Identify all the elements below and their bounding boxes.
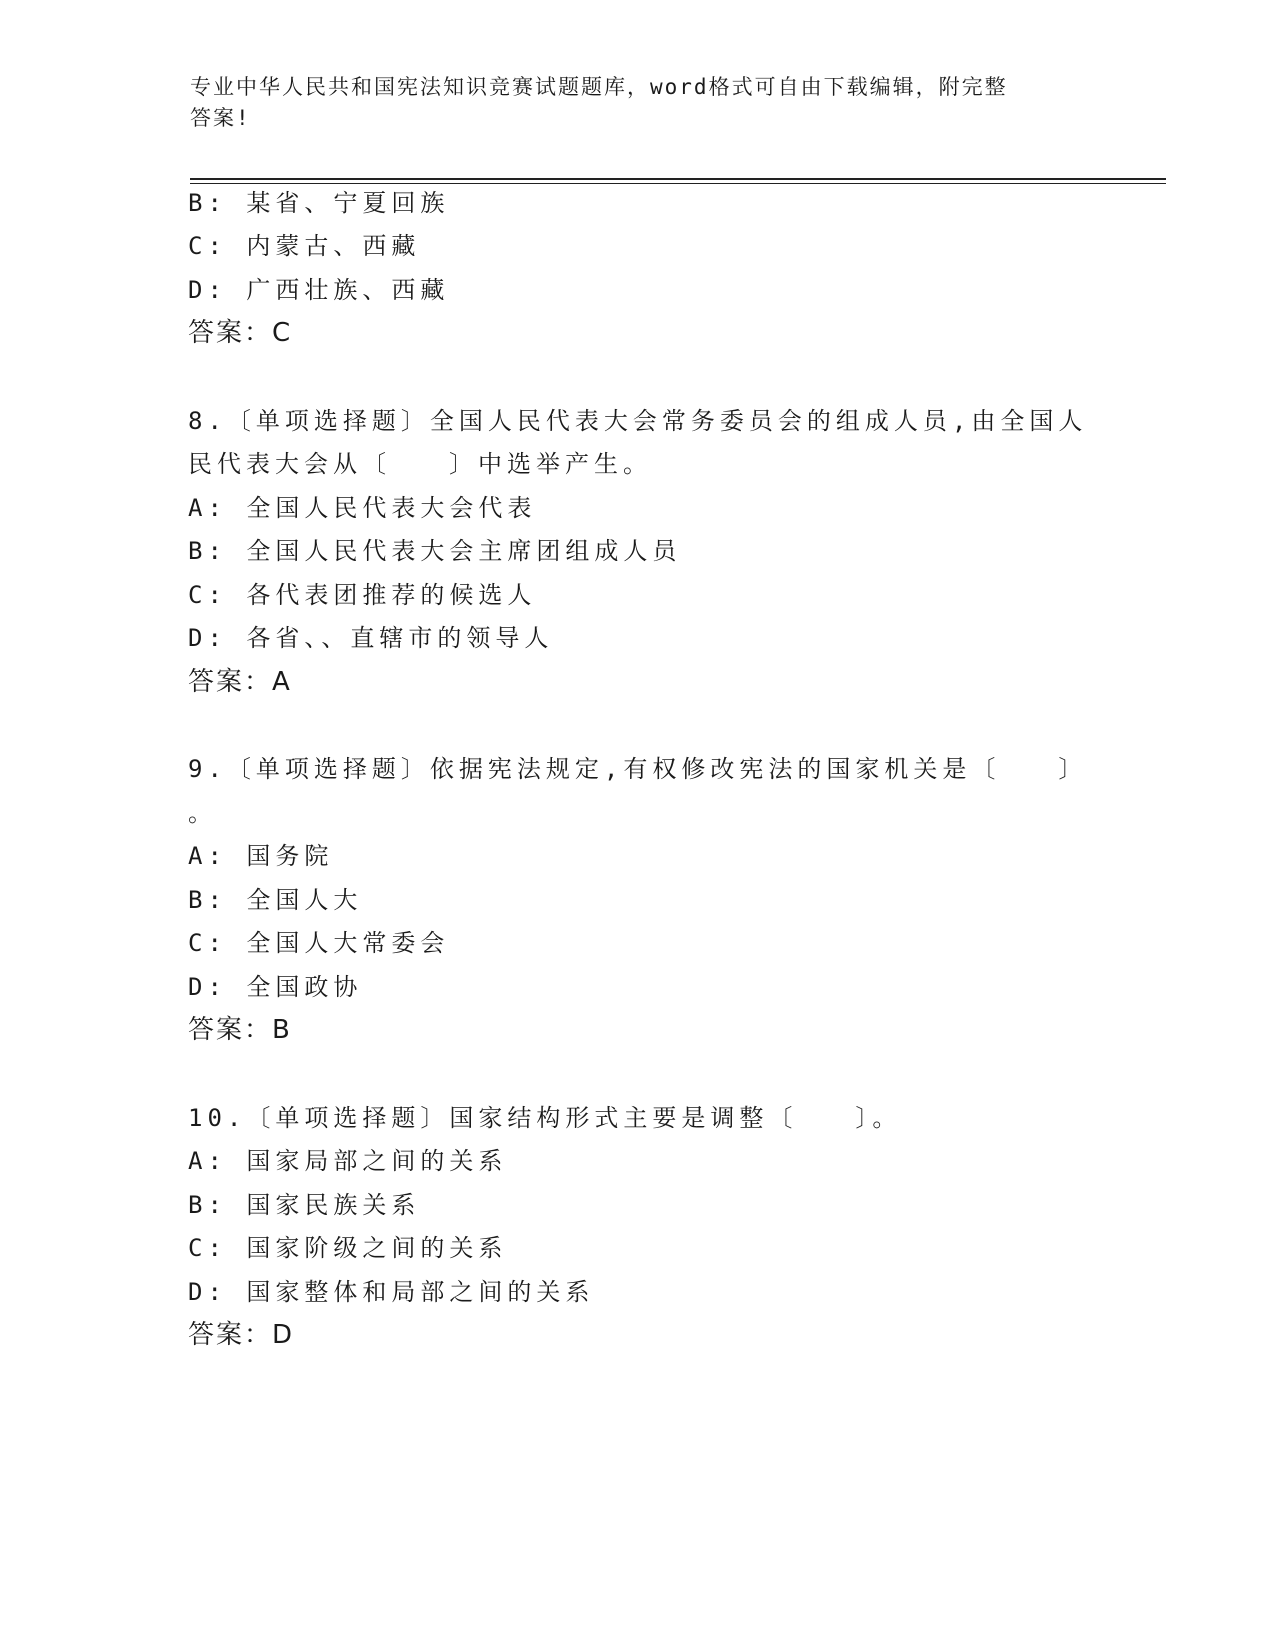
q9-stem-line-2: 。 [188,799,217,827]
q7-option-b: B: 某省、宁夏回族 [188,189,450,217]
document-header [190,72,1090,134]
q7-option-d: D: 广西壮族、西藏 [188,276,450,304]
header-line-2: 答案! [190,106,251,130]
q8-stem-line-1: 8.〔单项选择题〕全国人民代表大会常务委员会的组成人员,由全国人 [188,407,1088,435]
header-rule-thin [190,183,1166,184]
q7-option-c: C: 内蒙古、西藏 [188,232,421,260]
q9-option-b: B: 全国人大 [188,886,363,914]
q8-option-b: B: 全国人民代表大会主席团组成人员 [188,537,682,565]
q10-answer: 答案：D [188,1320,295,1350]
q10-option-c: C: 国家阶级之间的关系 [188,1234,508,1262]
q9-answer: 答案：B [188,1015,292,1045]
q9-stem-line-1: 9.〔单项选择题〕依据宪法规定,有权修改宪法的国家机关是〔 〕 [188,755,1088,783]
q8-answer: 答案：A [188,667,292,697]
q10-option-b: B: 国家民族关系 [188,1191,421,1219]
header-rule-thick [190,178,1166,180]
q8-option-c: C: 各代表团推荐的候选人 [188,581,537,609]
q9-option-c: C: 全国人大常委会 [188,929,450,957]
q8-option-d: D: 各省、、直辖市的领导人 [188,624,554,652]
q8-option-a: A: 全国人民代表大会代表 [188,494,537,522]
q10-option-a: A: 国家局部之间的关系 [188,1147,508,1175]
q8-stem-line-2: 民代表大会从〔 〕中选举产生。 [188,450,652,478]
header-line-1: 专业中华人民共和国宪法知识竞赛试题题库，word格式可自由下载编辑，附完整 [190,75,1008,99]
q7-answer: 答案：C [188,318,293,348]
q10-option-d: D: 国家整体和局部之间的关系 [188,1278,595,1306]
q10-stem-line-1: 10.〔单项选择题〕国家结构形式主要是调整〔 〕。 [188,1104,902,1132]
q9-option-a: A: 国务院 [188,842,334,870]
q9-option-d: D: 全国政协 [188,973,363,1001]
